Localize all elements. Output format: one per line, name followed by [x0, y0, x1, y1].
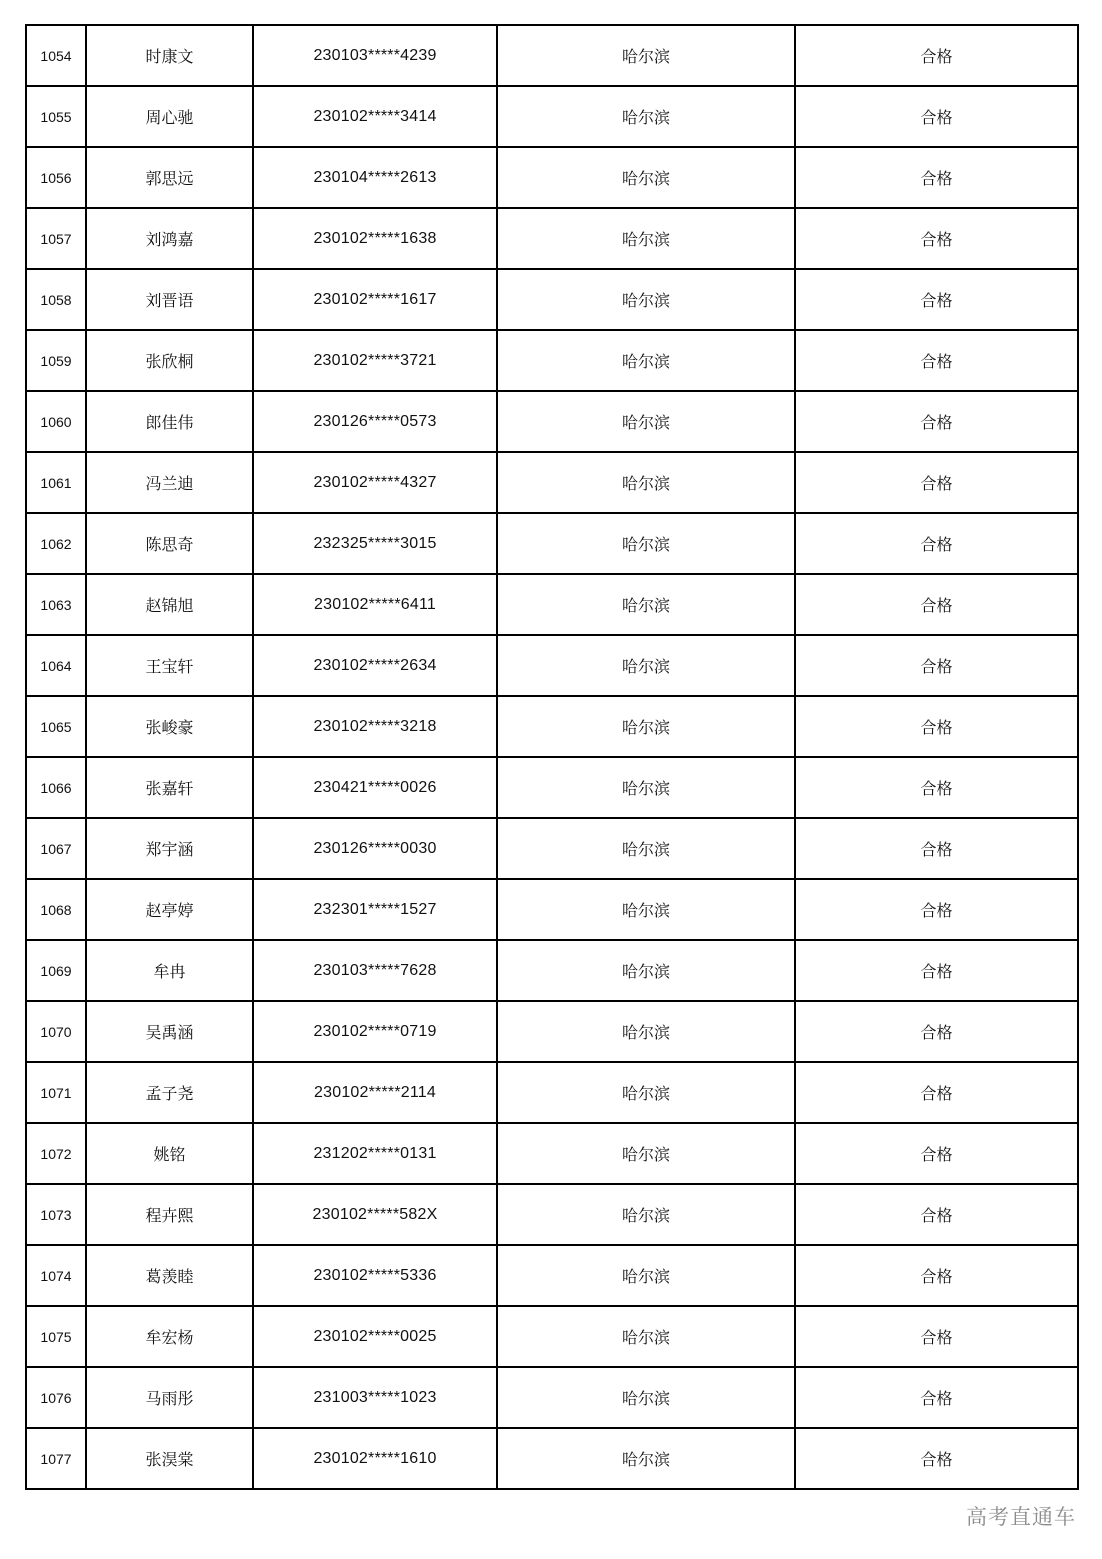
- table-row: [26, 1001, 1078, 1062]
- result-status-cell: 合格: [795, 696, 1078, 757]
- city-cell: 哈尔滨: [497, 208, 795, 269]
- row-number-cell: 1064: [26, 635, 86, 696]
- result-status-cell: 合格: [795, 574, 1078, 635]
- id-number-cell: 230126*****0030: [253, 818, 497, 879]
- student-name-cell: 张淏棠: [86, 1428, 253, 1489]
- city-cell: 哈尔滨: [497, 1428, 795, 1489]
- table-row: [26, 452, 1078, 513]
- student-name-cell: 王宝轩: [86, 635, 253, 696]
- result-status-cell: 合格: [795, 1123, 1078, 1184]
- result-status-cell: 合格: [795, 818, 1078, 879]
- id-number-cell: 230102*****1617: [253, 269, 497, 330]
- student-name-cell: 陈思奇: [86, 513, 253, 574]
- row-number-cell: 1075: [26, 1306, 86, 1367]
- id-number-cell: 230126*****0573: [253, 391, 497, 452]
- row-number-cell: 1060: [26, 391, 86, 452]
- id-number-cell: 231202*****0131: [253, 1123, 497, 1184]
- result-status-cell: 合格: [795, 1001, 1078, 1062]
- row-number-cell: 1077: [26, 1428, 86, 1489]
- row-number-cell: 1070: [26, 1001, 86, 1062]
- table-row: [26, 1306, 1078, 1367]
- student-name-cell: 刘鸿嘉: [86, 208, 253, 269]
- result-status-cell: 合格: [795, 879, 1078, 940]
- student-name-cell: 张欣桐: [86, 330, 253, 391]
- result-status-cell: 合格: [795, 147, 1078, 208]
- roster-table: [25, 24, 1079, 1490]
- id-number-cell: 230102*****2114: [253, 1062, 497, 1123]
- id-number-cell: 230102*****6411: [253, 574, 497, 635]
- table-row: [26, 208, 1078, 269]
- id-number-cell: 230104*****2613: [253, 147, 497, 208]
- city-cell: 哈尔滨: [497, 696, 795, 757]
- row-number-cell: 1074: [26, 1245, 86, 1306]
- table-row: [26, 1184, 1078, 1245]
- result-status-cell: 合格: [795, 25, 1078, 86]
- row-number-cell: 1069: [26, 940, 86, 1001]
- city-cell: 哈尔滨: [497, 452, 795, 513]
- result-status-cell: 合格: [795, 757, 1078, 818]
- table-row: [26, 330, 1078, 391]
- city-cell: 哈尔滨: [497, 818, 795, 879]
- city-cell: 哈尔滨: [497, 879, 795, 940]
- city-cell: 哈尔滨: [497, 147, 795, 208]
- id-number-cell: 230102*****0719: [253, 1001, 497, 1062]
- table-row: [26, 25, 1078, 86]
- table-row: [26, 1123, 1078, 1184]
- row-number-cell: 1073: [26, 1184, 86, 1245]
- result-status-cell: 合格: [795, 330, 1078, 391]
- student-name-cell: 赵锦旭: [86, 574, 253, 635]
- watermark-text: 高考直通车: [966, 1501, 1076, 1531]
- table-row: [26, 147, 1078, 208]
- id-number-cell: 230102*****4327: [253, 452, 497, 513]
- row-number-cell: 1065: [26, 696, 86, 757]
- result-status-cell: 合格: [795, 269, 1078, 330]
- city-cell: 哈尔滨: [497, 1001, 795, 1062]
- row-number-cell: 1057: [26, 208, 86, 269]
- id-number-cell: 230102*****1610: [253, 1428, 497, 1489]
- student-name-cell: 郎佳伟: [86, 391, 253, 452]
- student-name-cell: 牟宏杨: [86, 1306, 253, 1367]
- table-row: [26, 879, 1078, 940]
- result-status-cell: 合格: [795, 940, 1078, 1001]
- id-number-cell: 230102*****3414: [253, 86, 497, 147]
- table-row: [26, 818, 1078, 879]
- result-status-cell: 合格: [795, 1062, 1078, 1123]
- city-cell: 哈尔滨: [497, 940, 795, 1001]
- student-name-cell: 牟冉: [86, 940, 253, 1001]
- result-status-cell: 合格: [795, 1184, 1078, 1245]
- city-cell: 哈尔滨: [497, 330, 795, 391]
- city-cell: 哈尔滨: [497, 1184, 795, 1245]
- row-number-cell: 1076: [26, 1367, 86, 1428]
- id-number-cell: 230102*****2634: [253, 635, 497, 696]
- row-number-cell: 1068: [26, 879, 86, 940]
- city-cell: 哈尔滨: [497, 269, 795, 330]
- id-number-cell: 230421*****0026: [253, 757, 497, 818]
- row-number-cell: 1067: [26, 818, 86, 879]
- table-row: [26, 1062, 1078, 1123]
- city-cell: 哈尔滨: [497, 513, 795, 574]
- row-number-cell: 1063: [26, 574, 86, 635]
- table-row: [26, 635, 1078, 696]
- city-cell: 哈尔滨: [497, 1123, 795, 1184]
- id-number-cell: 232301*****1527: [253, 879, 497, 940]
- id-number-cell: 231003*****1023: [253, 1367, 497, 1428]
- student-name-cell: 赵亭婷: [86, 879, 253, 940]
- result-status-cell: 合格: [795, 452, 1078, 513]
- city-cell: 哈尔滨: [497, 1367, 795, 1428]
- student-name-cell: 刘晋语: [86, 269, 253, 330]
- row-number-cell: 1062: [26, 513, 86, 574]
- table-row: [26, 391, 1078, 452]
- row-number-cell: 1072: [26, 1123, 86, 1184]
- id-number-cell: 230102*****5336: [253, 1245, 497, 1306]
- student-name-cell: 冯兰迪: [86, 452, 253, 513]
- city-cell: 哈尔滨: [497, 391, 795, 452]
- result-status-cell: 合格: [795, 208, 1078, 269]
- result-status-cell: 合格: [795, 513, 1078, 574]
- row-number-cell: 1055: [26, 86, 86, 147]
- row-number-cell: 1058: [26, 269, 86, 330]
- id-number-cell: 230102*****3721: [253, 330, 497, 391]
- student-name-cell: 吴禹涵: [86, 1001, 253, 1062]
- table-row: [26, 1428, 1078, 1489]
- city-cell: 哈尔滨: [497, 86, 795, 147]
- row-number-cell: 1071: [26, 1062, 86, 1123]
- row-number-cell: 1056: [26, 147, 86, 208]
- id-number-cell: 230103*****4239: [253, 25, 497, 86]
- result-status-cell: 合格: [795, 1245, 1078, 1306]
- student-name-cell: 马雨彤: [86, 1367, 253, 1428]
- table-row: [26, 757, 1078, 818]
- table-row: [26, 86, 1078, 147]
- student-name-cell: 张峻豪: [86, 696, 253, 757]
- table-row: [26, 1245, 1078, 1306]
- student-name-cell: 郑宇涵: [86, 818, 253, 879]
- student-name-cell: 葛羡睦: [86, 1245, 253, 1306]
- student-name-cell: 张嘉轩: [86, 757, 253, 818]
- table-row: [26, 696, 1078, 757]
- city-cell: 哈尔滨: [497, 25, 795, 86]
- city-cell: 哈尔滨: [497, 1306, 795, 1367]
- student-name-cell: 时康文: [86, 25, 253, 86]
- result-status-cell: 合格: [795, 391, 1078, 452]
- table-row: [26, 574, 1078, 635]
- city-cell: 哈尔滨: [497, 757, 795, 818]
- table-row: [26, 940, 1078, 1001]
- city-cell: 哈尔滨: [497, 1245, 795, 1306]
- city-cell: 哈尔滨: [497, 1062, 795, 1123]
- result-status-cell: 合格: [795, 86, 1078, 147]
- table-row: [26, 269, 1078, 330]
- row-number-cell: 1059: [26, 330, 86, 391]
- id-number-cell: 230102*****582X: [253, 1184, 497, 1245]
- roster-sheet: [25, 24, 1077, 1490]
- row-number-cell: 1061: [26, 452, 86, 513]
- student-name-cell: 郭思远: [86, 147, 253, 208]
- city-cell: 哈尔滨: [497, 574, 795, 635]
- roster-body: [26, 25, 1078, 1489]
- result-status-cell: 合格: [795, 635, 1078, 696]
- row-number-cell: 1054: [26, 25, 86, 86]
- result-status-cell: 合格: [795, 1367, 1078, 1428]
- table-row: [26, 1367, 1078, 1428]
- id-number-cell: 230102*****1638: [253, 208, 497, 269]
- id-number-cell: 230102*****0025: [253, 1306, 497, 1367]
- row-number-cell: 1066: [26, 757, 86, 818]
- result-status-cell: 合格: [795, 1428, 1078, 1489]
- result-status-cell: 合格: [795, 1306, 1078, 1367]
- id-number-cell: 230102*****3218: [253, 696, 497, 757]
- student-name-cell: 姚铭: [86, 1123, 253, 1184]
- table-row: [26, 513, 1078, 574]
- id-number-cell: 230103*****7628: [253, 940, 497, 1001]
- student-name-cell: 周心驰: [86, 86, 253, 147]
- city-cell: 哈尔滨: [497, 635, 795, 696]
- id-number-cell: 232325*****3015: [253, 513, 497, 574]
- student-name-cell: 孟子尧: [86, 1062, 253, 1123]
- student-name-cell: 程卉熙: [86, 1184, 253, 1245]
